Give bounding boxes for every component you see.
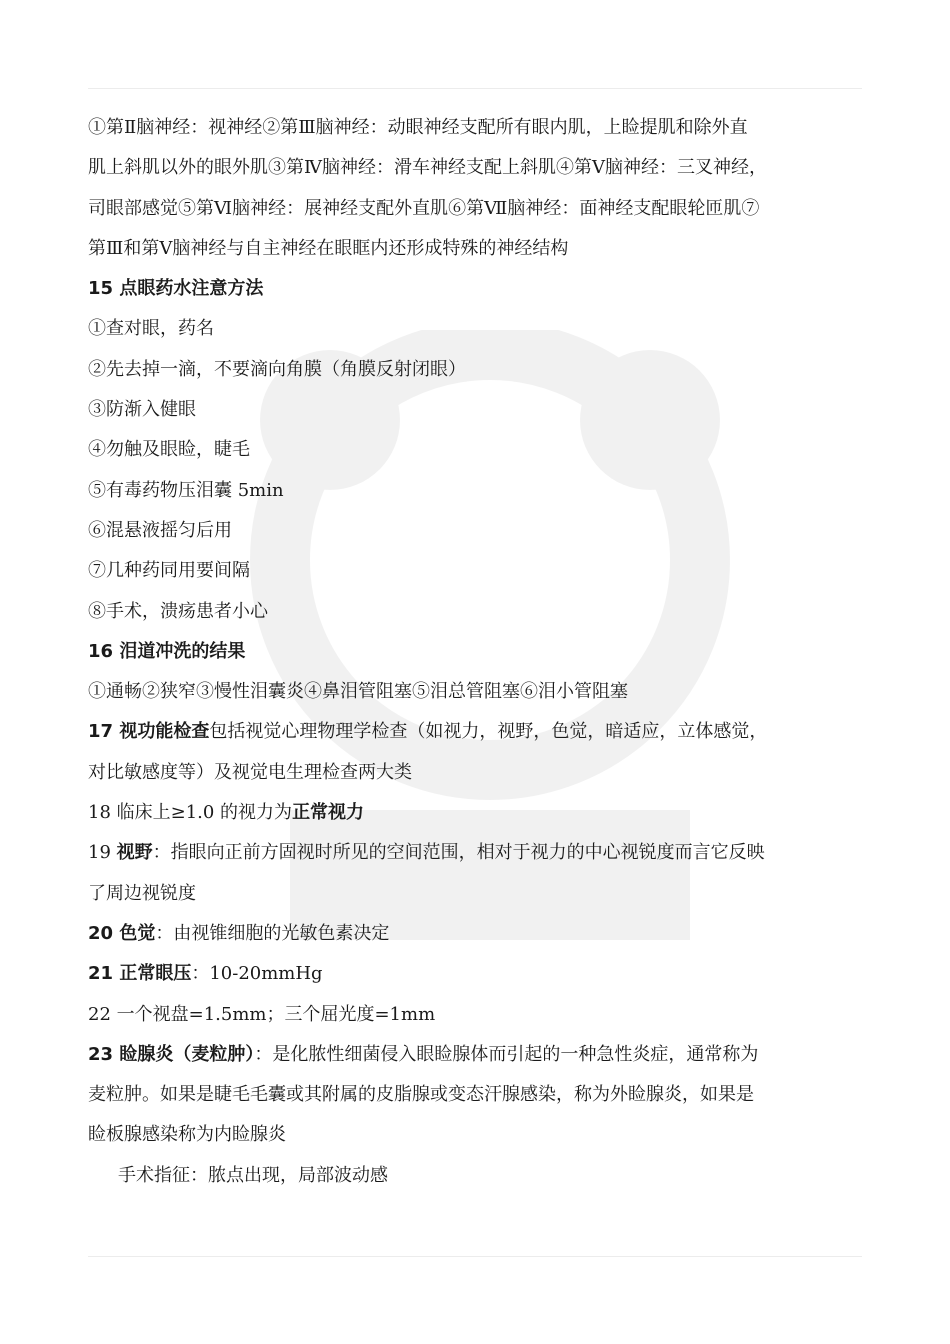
body-text: ①通畅②狭窄③慢性泪囊炎④鼻泪管阻塞⑤泪总管阻塞⑥泪小管阻塞 <box>88 681 628 703</box>
list-item: ③防渐入健眼 <box>88 399 196 421</box>
list-item: ⑧手术，溃疡患者小心 <box>88 600 268 622</box>
body-text: 19 <box>88 842 117 864</box>
list-item: ⑥混悬液摇匀后用 <box>88 519 232 541</box>
list-item: ④勿触及眼睑，睫毛 <box>88 439 250 461</box>
header-rule <box>88 88 862 89</box>
term: 正常视力 <box>292 802 365 824</box>
body-text: 手术指征：脓点出现，局部波动感 <box>118 1164 388 1186</box>
body-text: 睑板腺感染称为内睑腺炎 <box>88 1124 286 1146</box>
term: 21 正常眼压 <box>88 963 192 985</box>
body-text: 肌上斜肌以外的眼外肌③第Ⅳ脑神经：滑车神经支配上斜肌④第Ⅴ脑神经：三叉神经， <box>88 157 767 179</box>
term: 20 色觉 <box>88 922 156 944</box>
body-text: 22 一个视盘=1.5mm；三个屈光度=1mm <box>88 1003 436 1025</box>
body-text: ：是化脓性细菌侵入眼睑腺体而引起的一种急性炎症，通常称为 <box>254 1043 759 1065</box>
body-text: ：10-20mmHg <box>191 963 323 985</box>
paragraph-23 <box>88 1035 878 1075</box>
body-text: 包括视觉心理物理学检查（如视力，视野，色觉，暗适应，立体感觉， <box>209 721 768 743</box>
body-text: 18 临床上≥1.0 的视力为 <box>88 802 293 824</box>
paragraph-17 <box>88 712 878 752</box>
list-item: ②先去掉一滴，不要滴向角膜（角膜反射闭眼） <box>88 358 466 380</box>
body-text: 麦粒肿。如果是睫毛毛囊或其附属的皮脂腺或变态汗腺感染，称为外睑腺炎，如果是 <box>88 1084 754 1106</box>
list-item: ⑤有毒药物压泪囊 5min <box>88 479 284 501</box>
body-text: ：指眼向正前方固视时所见的空间范围，相对于视力的中心视锐度而言它反映 <box>152 842 765 864</box>
footer-rule <box>88 1256 862 1257</box>
paragraph-18 <box>88 793 878 833</box>
list-item: ⑦几种药同用要间隔 <box>88 560 250 582</box>
body-text: ：由视锥细胞的光敏色素决定 <box>155 922 390 944</box>
paragraph-19 <box>88 833 878 873</box>
body-text: 对比敏感度等）及视觉电生理检查两大类 <box>88 761 412 783</box>
paragraph-21 <box>88 954 878 994</box>
term: 23 睑腺炎（麦粒肿） <box>88 1043 255 1065</box>
paragraph-20 <box>88 914 878 954</box>
list-item: ①查对眼，药名 <box>88 318 214 340</box>
document-body <box>88 108 878 1196</box>
body-text: 司眼部感觉⑤第Ⅵ脑神经：展神经支配外直肌⑥第Ⅶ脑神经：面神经支配眼轮匝肌⑦ <box>88 197 760 219</box>
term: 17 视功能检查 <box>88 721 210 743</box>
section-heading: 16 泪道冲洗的结果 <box>88 640 246 662</box>
body-text: ①第Ⅱ脑神经：视神经②第Ⅲ脑神经：动眼神经支配所有眼内肌，上睑提肌和除外直 <box>88 117 748 138</box>
body-text: 了周边视锐度 <box>88 882 196 904</box>
body-text: 第Ⅲ和第Ⅴ脑神经与自主神经在眼眶内还形成特殊的神经结构 <box>88 237 569 259</box>
section-heading: 15 点眼药水注意方法 <box>88 278 264 300</box>
term: 视野 <box>116 842 153 864</box>
